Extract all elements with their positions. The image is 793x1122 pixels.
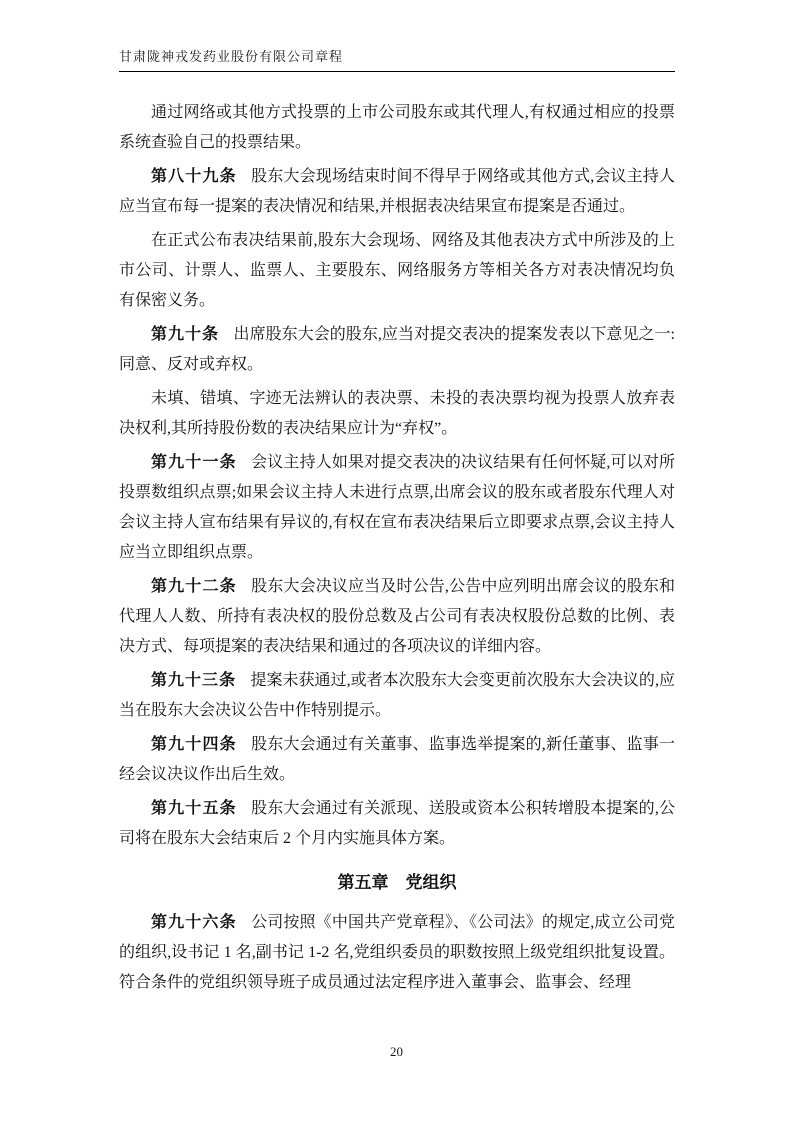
paragraph-text: 股东大会决议应当及时公告,公告中应列明出席会议的股东和代理人人数、所持有表决权的股份总数及占公司有表决权股份总数的比例、表决方式、每项提案的表决结果和通过的各项决议的详细内容。 xyxy=(119,578,675,655)
paragraph-text: 提案未获通过,或者本次股东大会变更前次股东大会决议的,应当在股东大会决议公告中作特别提示。 xyxy=(119,672,675,719)
body-paragraph xyxy=(119,162,675,222)
paragraph-text: 公司按照《中国共产党章程》、《公司法》的规定,成立公司党的组织,设书记 1 名,副书记 1-2 名,党组织委员的职数按照上级党组织批复设置。符合条件的党组织领导班子成员通过法定程序进入董事会、监事会、经理 xyxy=(119,914,675,991)
body-paragraph xyxy=(119,794,675,854)
paragraph-text: 会议主持人如果对提交表决的决议结果有任何怀疑,可以对所投票数组织点票;如果会议主持人未进行点票,出席会议的股东或者股东代理人对会议主持人宣布结果有异议的,有权在宣布表决结果后立即要求点票,会议主持人应当立即组织点票。 xyxy=(119,454,675,561)
paragraph-text: 出席股东大会的股东,应当对提交表决的提案发表以下意见之一:同意、反对或弃权。 xyxy=(119,326,675,373)
article-number: 第九十四条 xyxy=(151,736,237,753)
article-number: 第八十九条 xyxy=(151,168,237,185)
body-paragraph xyxy=(119,226,675,316)
document-title: 甘肃陇神戎发药业股份有限公司章程 xyxy=(119,49,344,64)
paragraph-text: 股东大会通过有关派现、送股或资本公积转增股本提案的,公司将在股东大会结束后 2 个月内实施具体方案。 xyxy=(119,800,675,847)
article-number: 第九十二条 xyxy=(151,578,237,595)
article-number: 第九十条 xyxy=(151,326,220,343)
article-number: 第九十六条 xyxy=(151,914,237,931)
article-number: 第九十五条 xyxy=(151,800,237,817)
page-number: 20 xyxy=(390,1044,403,1059)
document-body xyxy=(119,94,675,998)
body-paragraph xyxy=(119,666,675,726)
paragraph-text: 股东大会通过有关董事、监事选举提案的,新任董事、监事一经会议决议作出后生效。 xyxy=(119,736,675,783)
body-paragraph xyxy=(119,730,675,790)
chapter-heading: 第五章 党组织 xyxy=(337,873,457,892)
body-paragraph xyxy=(119,448,675,568)
paragraph-text: 股东大会现场结束时间不得早于网络或其他方式,会议主持人应当宣布每一提案的表决情况和结果,并根据表决结果宣布提案是否通过。 xyxy=(119,168,675,215)
body-paragraph xyxy=(119,572,675,662)
body-paragraph xyxy=(119,320,675,380)
article-number: 第九十一条 xyxy=(151,454,237,471)
article-number: 第九十三条 xyxy=(151,672,237,689)
body-paragraph xyxy=(119,98,675,158)
paragraph-text: 通过网络或其他方式投票的上市公司股东或其代理人,有权通过相应的投票系统查验自己的投票结果。 xyxy=(119,104,675,151)
page-header xyxy=(119,46,675,72)
body-paragraph xyxy=(119,908,675,998)
page-footer xyxy=(0,1044,793,1060)
paragraph-text: 未填、错填、字迹无法辨认的表决票、未投的表决票均视为投票人放弃表决权利,其所持股份数的表决结果应计为“弃权”。 xyxy=(119,390,675,437)
paragraph-text: 在正式公布表决结果前,股东大会现场、网络及其他表决方式中所涉及的上市公司、计票人、监票人、主要股东、网络服务方等相关各方对表决情况均负有保密义务。 xyxy=(119,232,675,309)
body-paragraph xyxy=(119,384,675,444)
